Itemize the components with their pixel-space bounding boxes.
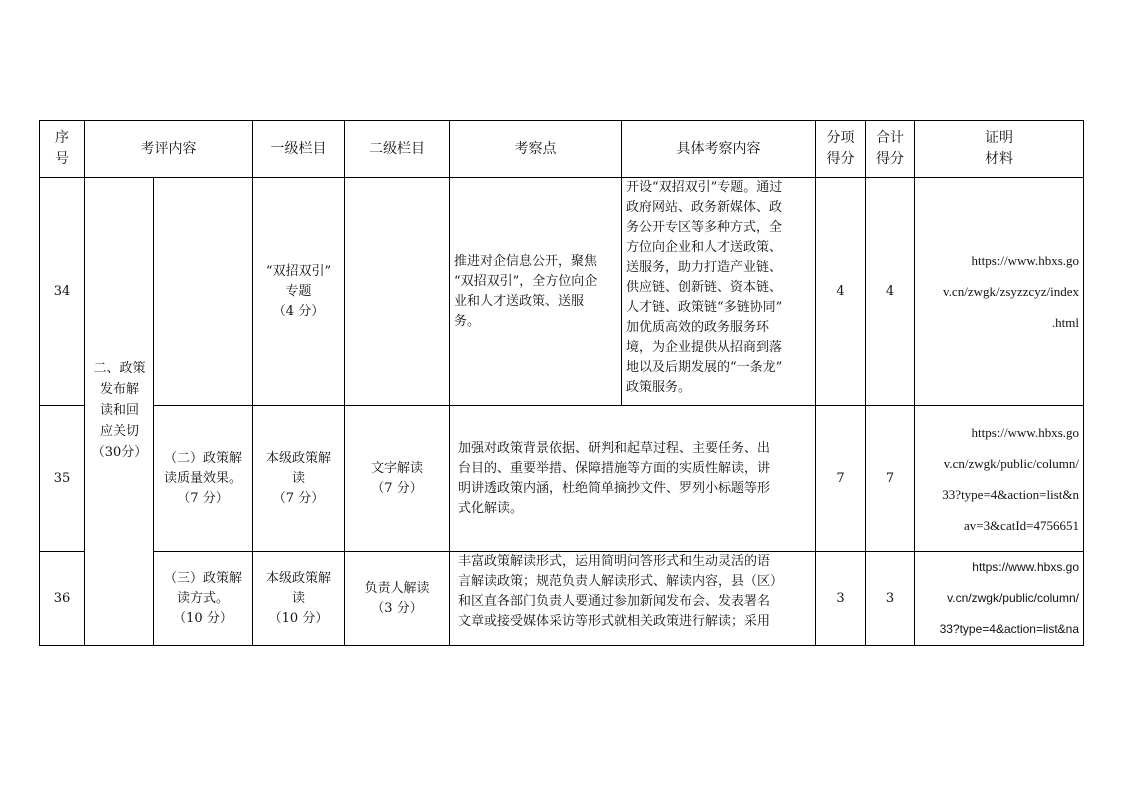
row-item-score: 3 (816, 552, 866, 646)
row-total-score: 7 (866, 406, 915, 552)
header-total-score: 合计 得分 (866, 121, 915, 178)
header-item-score: 分项 得分 (816, 121, 866, 178)
row-level2 (345, 178, 450, 406)
row-sub: （二）政策解 读质量效果。 （7 分） (154, 406, 253, 552)
row-point-detail: 丰富政策解读形式，运用简明问答形式和生动灵活的语 言解读政策；规范负责人解读形式、解读内容，县（区） 和区直各部门负责人要通过参加新闻发布会、发表署名 文章或接受媒体采访等形式就相关政策进行解读；采用 (450, 552, 816, 646)
row-total-score: 4 (866, 178, 915, 406)
row-item-score: 7 (816, 406, 866, 552)
row-level1: 本级政策解 读 （7 分） (253, 406, 345, 552)
row-total-score: 3 (866, 552, 915, 646)
row-item-score: 4 (816, 178, 866, 406)
row-seq: 36 (40, 552, 85, 646)
row-detail: 开设“双招双引”专题。通过 政府网站、政务新媒体、政 务公开专区等多种方式，全 方位向企业和人才送政策、 送服务，助力打造产业链、 供应链、创新链、资本链、 人才链、政策链“多链协同” 加优质高效的政务服务环 境，为企业提供从招商到落 地以及后期发展的“一条龙” 政策服务。 (622, 178, 816, 406)
row-point-detail: 加强对政策背景依据、研判和起草过程、主要任务、出 台目的、重要举措、保障措施等方面的实质性解读，讲 明讲透政策内涵，杜绝简单摘抄文件、罗列小标题等形 式化解读。 (450, 406, 816, 552)
table-row (40, 178, 1084, 406)
table-row (40, 406, 1084, 552)
row-level2: 负责人解读 （3 分） (345, 552, 450, 646)
table-row (40, 552, 1084, 646)
row-evidence: https://www.hbxs.go v.cn/zwgk/zsyzzcyz/index .html (915, 178, 1084, 406)
category-label: 二、政策 发布解 读和回 应关切 （30分） (91, 361, 148, 460)
header-row (40, 121, 1084, 178)
row-evidence: https://www.hbxs.go v.cn/zwgk/public/column/ 33?type=4&action=list&n av=3&catId=4756651 (915, 406, 1084, 552)
row-point: 推进对企信息公开，聚焦 “双招双引”，全方位向企 业和人才送政策、送服 务。 (450, 178, 622, 406)
evaluation-table (39, 120, 1084, 646)
row-seq: 35 (40, 406, 85, 552)
header-level1: 一级栏目 (253, 121, 345, 178)
row-seq: 34 (40, 178, 85, 406)
header-content: 考评内容 (85, 121, 253, 178)
header-evidence: 证明 材料 (915, 121, 1084, 178)
row-level1: “双招双引” 专题 （4 分） (253, 178, 345, 406)
row-sub (154, 178, 253, 406)
row-level2: 文字解读 （7 分） (345, 406, 450, 552)
row-sub: （三）政策解 读方式。 （10 分） (154, 552, 253, 646)
header-point: 考察点 (450, 121, 622, 178)
row-level1: 本级政策解 读 （10 分） (253, 552, 345, 646)
header-detail: 具体考察内容 (622, 121, 816, 178)
header-seq: 序 号 (40, 121, 85, 178)
row-evidence: https://www.hbxs.go v.cn/zwgk/public/column/ 33?type=4&action=list&na (915, 552, 1084, 646)
header-level2: 二级栏目 (345, 121, 450, 178)
